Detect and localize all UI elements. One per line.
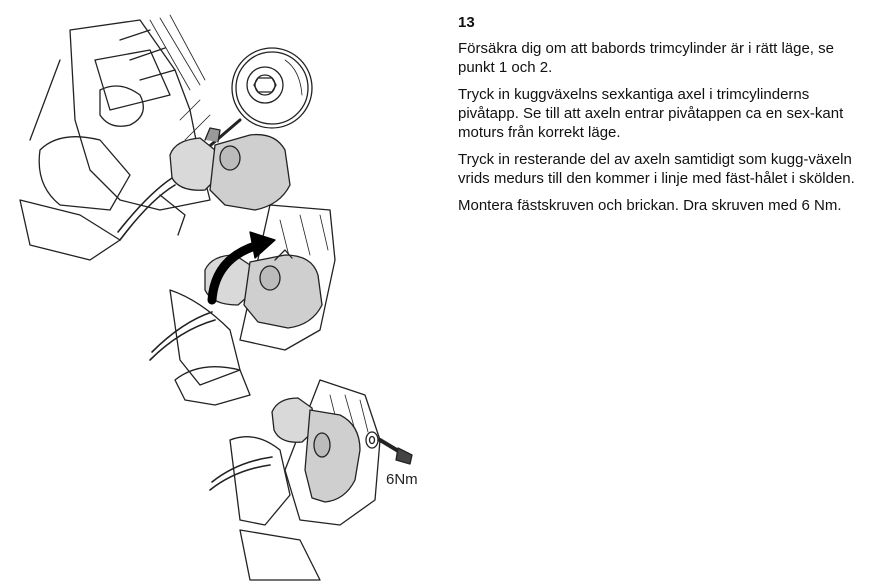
bolt-icon [380, 440, 412, 464]
torque-label: 6Nm [386, 471, 418, 488]
instruction-paragraph-1: Försäkra dig om att babords trimcylinder är i rätt läge, se punkt 1 och 2. [458, 40, 834, 76]
instruction-column [458, 14, 858, 223]
washer-icon [366, 432, 378, 448]
instruction-paragraph-2: Tryck in kuggväxelns sexkantiga axel i trimcylinderns pivåtapp. Se till att axeln entrar pivåtappen ca en sex-kant moturs från korrekt läge. [458, 86, 844, 141]
gear-motor-1-icon [118, 128, 290, 240]
step-number: 13 [458, 14, 475, 31]
gear-motor-3-icon [272, 398, 360, 502]
instruction-paragraph-3: Tryck in resterande del av axeln samtidigt som kugg-växeln vrids medurs till den kommer i linje med fäst-hålet i skölden. [458, 151, 855, 187]
instruction-paragraph-4: Montera fästskruven och brickan. Dra skruven med 6 Nm. [458, 197, 842, 214]
